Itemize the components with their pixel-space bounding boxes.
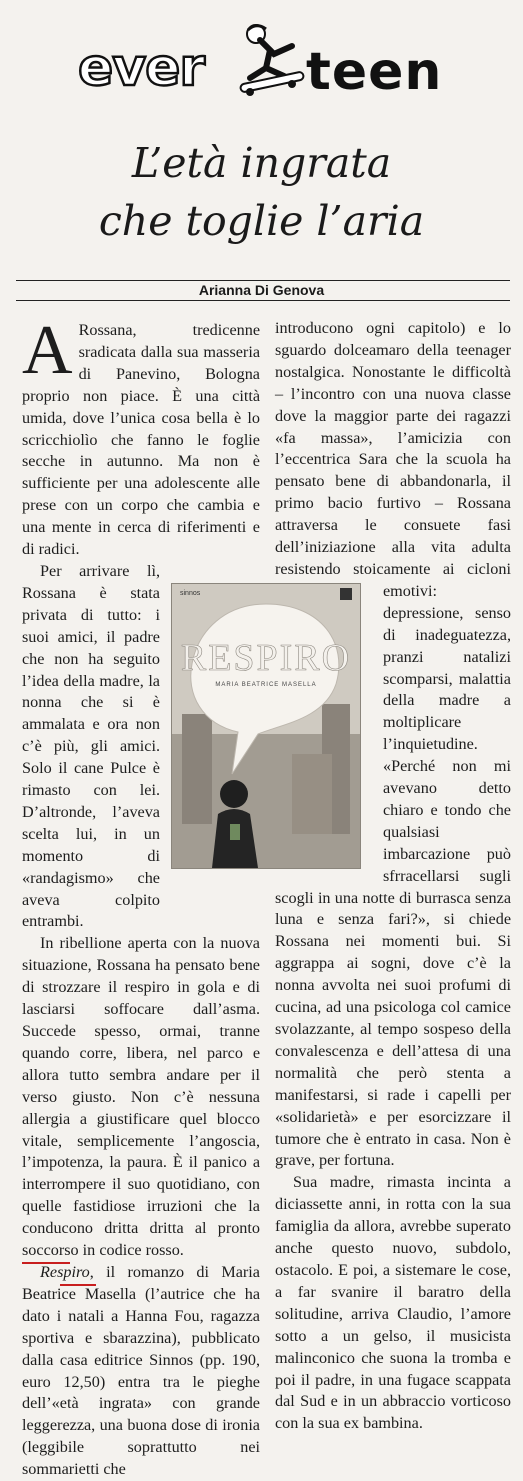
red-underline-mark bbox=[60, 1284, 96, 1286]
book-cover-author: MARIA BEATRICE MASELLA bbox=[215, 682, 317, 688]
paragraph: In ribellione aperta con la nuova situazione, Rossana ha pensato bene di strozzare il respiro in gola e di lasciarsi soffocare dall’asma. Succede spesso, ormai, tranne quando corre, libera, nel parco e allora tutto sembra andare per il verso giusto. Non c’è nessuna allergia a giustificare quel blocco vitale, semplicemente l’angoscia, l’impotenza, la paura. È il panico a interrompere il suo quotidiano, con quelle fastidiose irruzioni che la conducono dritta dritta al pronto soccorso in codice rosso. bbox=[22, 934, 260, 1260]
book-title-italic: Respiro bbox=[40, 1262, 90, 1281]
logo-ever: ever bbox=[78, 38, 205, 98]
logo-teen: teen bbox=[306, 42, 443, 102]
red-underline-mark bbox=[22, 1262, 70, 1264]
article-title-line2: che toglie l’aria bbox=[98, 197, 425, 245]
byline-rule-bottom bbox=[16, 300, 510, 301]
paragraph: Respiro, il romanzo di Maria Beatrice Masella (l’autrice che ha dato i natali a Hanna Fou, ragazza sportiva e sbarazzina), pubblicato dalla casa editrice Sinnos (pp. 190, euro 12,50) entra tra le pieghe dell’«età ingrata» con grande leggerezza, una buona dose di ironia (leggibile soprattutto nei sommarietti che bbox=[22, 1262, 260, 1479]
paragraph: A Rossana, tredicenne sradicata dalla sua masseria di Panevino, Bologna proprio non piace. È una città umida, dove l’unica cosa bella è lo scricchiolìo che fanno le foglie secche in autunno. Ma non è sufficiente per una adolescente alle prese con un corpo che cambia e una mente in cerca di riferimenti e di radici. bbox=[22, 312, 260, 559]
skater-icon bbox=[226, 20, 312, 98]
article-column-1 bbox=[22, 312, 260, 1481]
paragraph: introducono ogni capitolo) e lo sguardo dolceamaro della teenager nostalgica. Nonostante le difficoltà – l’incontro con una nuova classe dove la maggior parte dei ragazzi «fa massa», l’amicizia con l’eccentrica Sara che la scuola ha pensato bene di abbandonarla, il primo bacio furtivo – Rossana attraversa le consuete fasi dell’iniziazione alla vita adulta resistendo stoicamente ai cicloni emotivi: depressione, senso di inadeguatezza, pranzi natalizi scomparsi, malattia della madre a moltiplicare l’inquietudine. «Perché non mi avevano detto chiaro e tondo che qualsiasi imbarcazione può sfrracellarsi sugli scogli in una notte di burrasca senza luna e senza fari?», si chiede Rossana nei momenti bui. Si aggrappa ai sogni, dove c’è la nonna avvolta nei suoi profumi di cucina, ad una psicologa col camice svolazzante, al tempo sospeso della convalescenza e dell’attesa di una normalità che però stenta a manifestarsi, si rade i capelli per «solidarietà» e per esorcizzare il tumore che è entrato in casa. Non è grave, per fortuna. bbox=[275, 319, 511, 1170]
dropcap: A bbox=[22, 312, 73, 389]
article-column-2 bbox=[275, 318, 511, 1435]
book-cover-illustration bbox=[172, 584, 360, 868]
article-title-line1: L’età ingrata bbox=[131, 139, 392, 187]
paragraph: Sua madre, rimasta incinta a diciassette anni, in rotta con la sua famiglia da allora, avrebbe superato anche questo nuovo, subdolo, ostacolo. E poi, a sistemare le cose, a far svanire il baratro della solitudine, arriva Claudio, l’amore sotto a un gelso, il musicista malinconico che suona la tromba e poi il padre, in una fugace scappata dal Sud e in un abbraccio vorticoso con la sua ex bambina. bbox=[275, 1173, 511, 1433]
book-publisher: sinnos bbox=[180, 590, 201, 597]
header bbox=[0, 0, 523, 120]
byline-rule-top bbox=[16, 280, 510, 281]
paragraph: Per arrivare lì, Rossana è stata privata di tutto: i suoi amici, il padre che non ha seguito l’idea della madre, la nonna che si è ammalata e ora non c’è più, gli amici. Solo il cane Pulce è rimasto con lei. D’altronde, l’aveva scelta lui, in un momento di «randagismo» che aveva colpito entrambi. bbox=[22, 561, 160, 931]
byline: Arianna Di Genova bbox=[198, 282, 325, 298]
book-cover-title: RESPIRO bbox=[180, 637, 352, 679]
book-cover-image bbox=[172, 584, 360, 868]
